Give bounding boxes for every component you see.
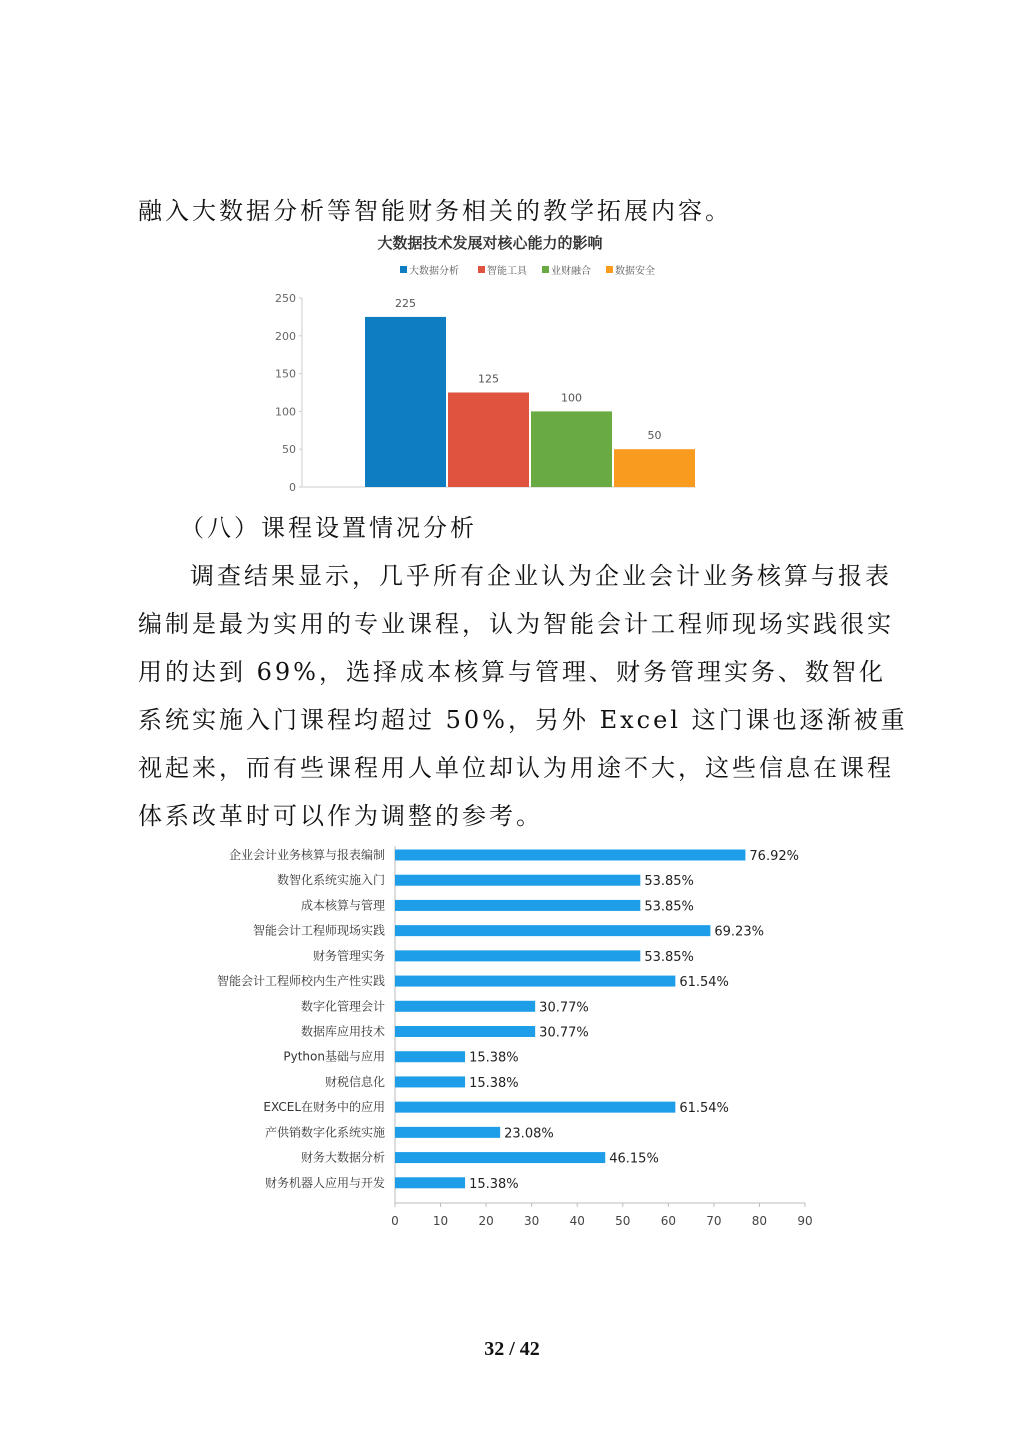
page-number: 32 / 42 [484,1338,540,1360]
category-label-10: EXCEL在财务中的应用 [263,1100,385,1115]
bar-3 [614,449,695,487]
bar-value-label-2: 100 [561,391,582,405]
bar-value-label-13: 15.38% [469,1176,519,1192]
legend-swatch-0 [400,266,407,273]
bar-value-label-10: 61.54% [679,1101,729,1117]
bar-8 [395,1051,465,1062]
bar-value-label-1: 125 [478,372,499,386]
category-label-13: 财务机器人应用与开发 [264,1175,385,1190]
bar-6 [395,1001,535,1012]
bar-value-label-1: 53.85% [644,874,694,890]
y-tick-label-5: 250 [275,292,296,305]
bar-2 [395,900,640,911]
bar-value-label-3: 69.23% [714,924,764,940]
course-chart-svg [210,838,830,1233]
category-label-2: 成本核算与管理 [300,898,385,913]
section-heading: （八）课程设置情况分析 [180,514,477,542]
category-label-12: 财务大数据分析 [300,1150,385,1165]
bar-0 [365,317,446,487]
bar-9 [395,1076,465,1087]
bar-value-label-9: 15.38% [469,1075,519,1091]
bar-value-label-0: 76.92% [749,849,799,864]
y-tick-label-1: 50 [282,443,296,457]
legend-label-0: 大数据分析 [409,266,459,277]
course-practicality-bar-chart [210,838,830,1233]
x-tick-label-2: 20 [478,1214,494,1228]
intro-paragraph: 融入大数据分析等智能财务相关的教学拓展内容。 [138,197,732,225]
category-label-8: Python基础与应用 [283,1049,385,1064]
bar-5 [395,976,675,987]
category-label-11: 产供销数字化系统实施 [264,1125,385,1140]
bar-13 [395,1177,465,1188]
category-label-5: 智能会计工程师校内生产性实践 [216,974,385,989]
bar-1 [395,875,640,886]
x-tick-label-7: 70 [706,1214,722,1228]
x-tick-label-9: 90 [797,1214,813,1228]
bar-11 [395,1127,500,1138]
core-ability-bar-chart [270,228,710,498]
bar-3 [395,925,710,936]
bar-value-label-5: 61.54% [679,975,729,991]
legend-swatch-1 [478,266,485,273]
bar-10 [395,1102,675,1113]
survey-paragraph: 调查结果显示，几乎所有企业认为企业会计业务核算与报表编制是最为实用的专业课程，认为智能会计工程师现场实践很实用的达到 69%，选择成本核算与管理、财务管理实务、数智化系统实施入门课程均超过 50%，另外 Excel 这门课也逐渐被重视起来，而有些课程用人单位却认为用途不大，这些信息在课程体系改革时可以作为调整的参考。 [138,562,908,830]
category-label-7: 数据库应用技术 [300,1024,385,1039]
bar-value-label-2: 53.85% [644,899,694,915]
bar-2 [531,411,612,487]
bar-value-label-8: 15.38% [469,1050,519,1066]
legend-swatch-3 [606,266,613,273]
bar-value-label-11: 23.08% [504,1126,554,1142]
x-tick-label-0: 0 [391,1214,399,1228]
bar-value-label-7: 30.77% [539,1025,589,1041]
x-tick-label-6: 60 [660,1214,676,1228]
y-tick-label-4: 200 [275,329,296,343]
x-tick-label-1: 10 [432,1214,449,1228]
x-tick-label-5: 50 [615,1214,631,1228]
category-label-0: 企业会计业务核算与报表编制 [228,848,385,862]
bar-value-label-0: 225 [395,296,416,310]
chart-title: 大数据技术发展对核心能力的影响 [377,234,603,252]
category-label-1: 数智化系统实施入门 [276,873,385,888]
legend-label-2: 业财融合 [551,266,591,277]
x-tick-label-3: 30 [524,1214,540,1228]
y-tick-label-2: 100 [275,405,296,419]
category-label-6: 数字化管理会计 [300,999,385,1014]
bar-1 [448,393,529,488]
x-tick-label-8: 80 [751,1214,768,1228]
bar-value-label-6: 30.77% [539,1000,589,1016]
category-label-3: 智能会计工程师现场实践 [252,923,385,938]
bar-value-label-3: 50 [647,429,662,443]
bar-7 [395,1026,535,1037]
legend-label-1: 智能工具 [487,266,527,277]
legend-label-3: 数据安全 [615,266,655,277]
bar-value-label-12: 46.15% [609,1151,659,1167]
core-ability-chart-svg [270,228,710,498]
y-tick-label-3: 150 [275,367,296,381]
y-tick-label-0: 0 [289,481,296,494]
bar-12 [395,1152,605,1163]
category-label-4: 财务管理实务 [312,948,385,963]
x-tick-label-4: 40 [569,1214,585,1228]
bar-4 [395,950,640,961]
legend-swatch-2 [542,266,549,273]
bar-value-label-4: 53.85% [644,949,694,965]
bar-0 [395,850,745,861]
category-label-9: 财税信息化 [324,1074,385,1089]
